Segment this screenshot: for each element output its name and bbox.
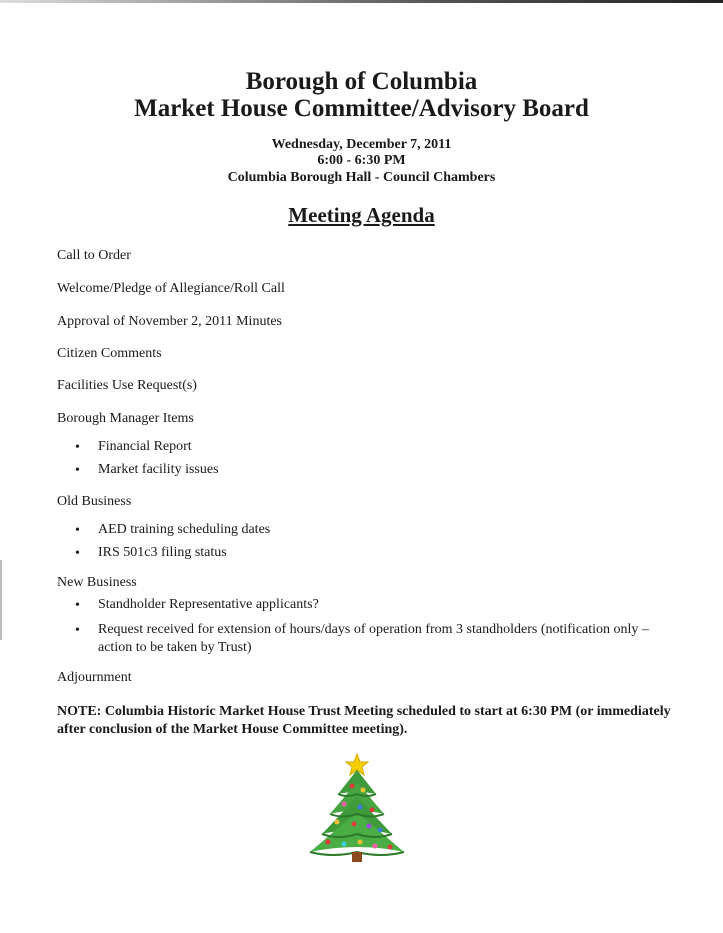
bullet-icon: • (75, 463, 80, 478)
bullet-icon: • (75, 523, 80, 538)
agenda-item-facilities: Facilities Use Request(s) (57, 378, 197, 393)
subitem-financial-report: Financial Report (98, 439, 192, 454)
subitem-standholder-rep: Standholder Representative applicants? (98, 597, 319, 612)
agenda-item-citizen-comments: Citizen Comments (57, 346, 162, 361)
bullet-icon: • (75, 623, 80, 638)
subitem-irs-filing: IRS 501c3 filing status (98, 545, 227, 560)
agenda-item-old-business: Old Business (57, 494, 132, 509)
subitem-market-facility: Market facility issues (98, 462, 219, 477)
org-title: Borough of Columbia (245, 68, 478, 95)
scan-edge-left (0, 560, 2, 640)
subitem-extension-request: Request received for extension of hours/days of operation from 3 standholders (notification only – action to be taken by Trust) (98, 622, 649, 655)
meeting-date: Wednesday, December 7, 2011 (271, 137, 452, 152)
agenda-item-manager: Borough Manager Items (57, 411, 194, 426)
agenda-item-new-business: New Business (57, 575, 137, 590)
agenda-item-call-to-order: Call to Order (57, 248, 131, 263)
agenda-item-approval: Approval of November 2, 2011 Minutes (57, 314, 282, 329)
agenda-item-welcome: Welcome/Pledge of Allegiance/Roll Call (57, 281, 285, 296)
bullet-icon: • (75, 546, 80, 561)
christmas-tree-icon (302, 752, 412, 869)
meeting-location: Columbia Borough Hall - Council Chambers (227, 170, 496, 185)
subitem-aed-training: AED training scheduling dates (98, 522, 271, 537)
bullet-icon: • (75, 440, 80, 455)
note-text: NOTE: Columbia Historic Market House Trust Meeting scheduled to start at 6:30 PM (or immediately after conclusion of the Market House Committee meeting). (57, 704, 671, 737)
agenda-item-adjournment: Adjournment (57, 670, 132, 685)
board-title: Market House Committee/Advisory Board (134, 95, 589, 122)
agenda-title: Meeting Agenda (288, 203, 435, 227)
meeting-time: 6:00 - 6:30 PM (317, 153, 406, 168)
scan-edge (0, 0, 723, 3)
bullet-icon: • (75, 598, 80, 613)
